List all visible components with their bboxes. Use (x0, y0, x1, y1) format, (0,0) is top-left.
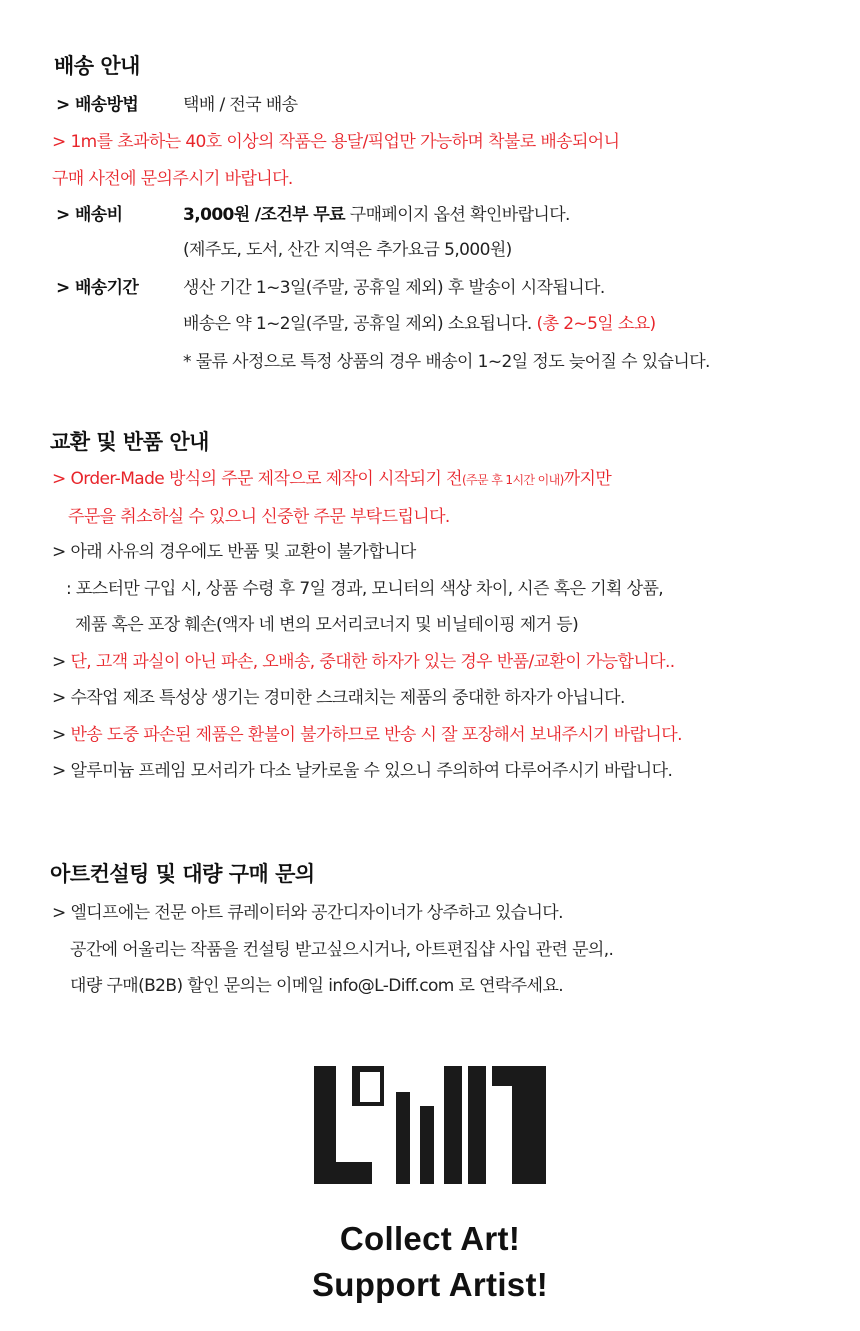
exchange-line1 (52, 468, 611, 491)
shipping-period-total: (총 2~5일 소요) (536, 314, 656, 334)
shipping-fee-rest: 구매페이지 옵션 확인바랍니다. (344, 205, 570, 225)
shipping-notice-line2: 구매 사전에 문의주시기 바랍니다. (52, 169, 293, 189)
shipping-method-value: 택배 / 전국 배송 (183, 95, 298, 115)
exchange-line9: > 알루미늄 프레임 모서리가 다소 날카로울 수 있으니 주의하여 다루어주시기 바랍니다. (52, 761, 673, 781)
consult-line2: 공간에 어울리는 작품을 컨설팅 받고싶으시거나, 아트편집샵 사입 관련 문의,. (70, 940, 614, 960)
exchange-line2: 주문을 취소하실 수 있으니 신중한 주문 부탁드립니다. (68, 507, 450, 527)
exchange-line8 (52, 724, 682, 746)
shipping-notice-line1: > 1m를 초과하는 40호 이상의 작품은 용달/픽업만 가능하며 착불로 배송되어니 (52, 132, 620, 152)
shipping-period-line1: 생산 기간 1~3일(주말, 공휴일 제외) 후 발송이 시작됩니다. (183, 278, 605, 298)
exchange-line3: > 아래 사유의 경우에도 반품 및 교환이 불가합니다 (52, 542, 416, 562)
shipping-method-label: > 배송방법 (56, 95, 139, 115)
exchange-line5: 제품 혹은 포장 훼손(액자 네 변의 모서리코너지 및 비닐테이핑 제거 등) (75, 615, 579, 635)
consult-title: 아트컨설팅 및 대량 구매 문의 (50, 862, 315, 886)
exchange-line4: : 포스터만 구입 시, 상품 수령 후 7일 경과, 모니터의 색상 차이, 시즌 혹은 기획 상품, (66, 579, 664, 599)
shipping-period-line2 (183, 313, 656, 335)
exchange-line1-b: 까지만 (563, 469, 612, 489)
exchange-line6-gt: > (52, 652, 71, 672)
ldiff-logo-mark (312, 1066, 548, 1186)
consult-line1: > 엘디프에는 전문 아트 큐레이터와 공간디자이너가 상주하고 있습니다. (52, 903, 563, 923)
tagline-support-artist: Support Artist! (311, 1266, 549, 1303)
exchange-title: 교환 및 반품 안내 (50, 430, 209, 454)
shipping-fee-value (183, 204, 570, 226)
shipping-title: 배송 안내 (54, 54, 140, 78)
exchange-line8-text: 반송 도중 파손된 제품은 환불이 불가하므로 반송 시 잘 포장해서 보내주시기 바랍니다. (70, 725, 682, 745)
shipping-fee-bold: 3,000원 /조건부 무료 (183, 205, 345, 225)
exchange-line1-small: (주문 후 1시간 이내) (461, 473, 564, 487)
shipping-fee-label: > 배송비 (56, 205, 123, 225)
tagline-collect-art: Collect Art! (339, 1220, 521, 1257)
shipping-fee-extra: (제주도, 도서, 산간 지역은 추가요금 5,000원) (183, 240, 512, 260)
exchange-line7: > 수작업 제조 특성상 생기는 경미한 스크래치는 제품의 중대한 하자가 아닙니다. (52, 688, 625, 708)
exchange-line8-gt: > (52, 725, 71, 745)
exchange-line6 (52, 651, 675, 673)
exchange-line6-text: 단, 고객 과실이 아닌 파손, 오배송, 중대한 하자가 있는 경우 반품/교환이 가능합니다.. (70, 652, 675, 672)
shipping-period-line2-text: 배송은 약 1~2일(주말, 공휴일 제외) 소요됩니다. (183, 314, 537, 334)
shipping-period-line3: * 물류 사정으로 특정 상품의 경우 배송이 1~2일 정도 늦어질 수 있습니다. (183, 352, 710, 372)
consult-line3: 대량 구매(B2B) 할인 문의는 이메일 info@L-Diff.com 로 연락주세요. (70, 976, 564, 996)
exchange-line1-a: > Order-Made 방식의 주문 제작으로 제작이 시작되기 전 (52, 469, 462, 489)
ldiff-logo (312, 1066, 548, 1186)
shipping-period-label: > 배송기간 (56, 278, 139, 298)
